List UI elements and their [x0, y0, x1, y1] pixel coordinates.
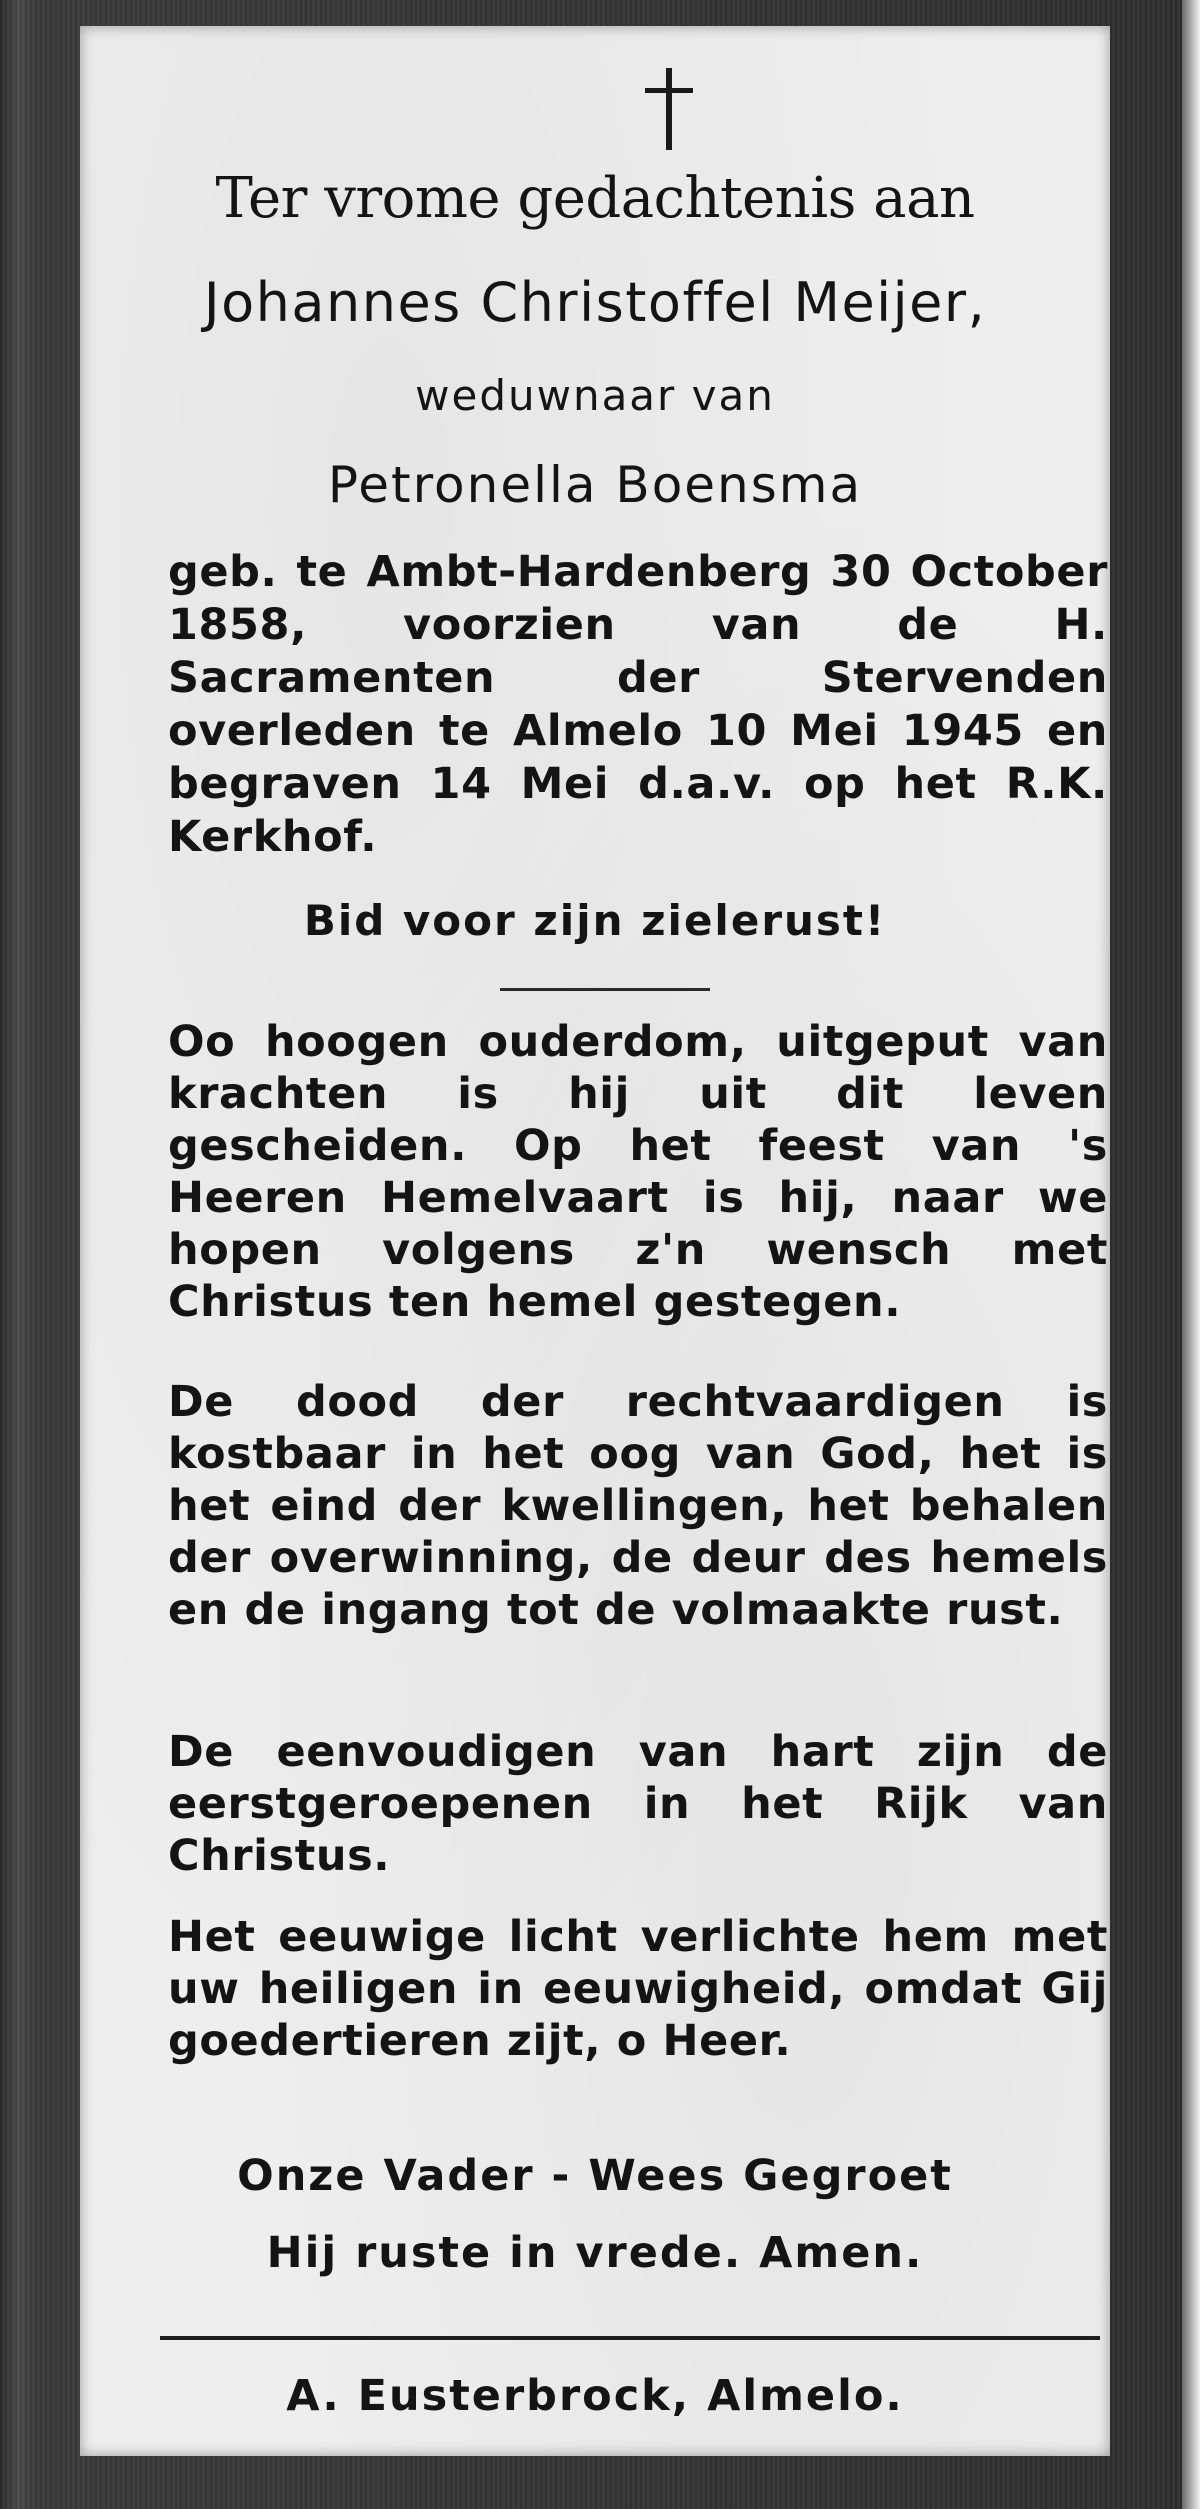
verse-paragraph: Het eeuwige licht verlichte hem met uw heiligen in eeuwigheid, omdat Gij goedertieren zijt, o Heer. — [168, 1912, 1108, 2066]
printer-credit: A. Eusterbrock, Almelo. — [286, 2371, 904, 2421]
deceased-name: Johannes Christoffel Meijer, — [203, 271, 987, 334]
verse-paragraph: De dood der rechtvaardigen is kostbaar in het oog van God, het is het eind der kwellingen, het behalen der overwinning, de deur des hemels en de ingang tot de volmaakte rust. — [168, 1377, 1108, 1635]
verse-paragraph: Oo hoogen ouderdom, uitgeput van krachten is hij uit dit leven gescheiden. Op het feest van 's Heeren Hemelvaart is hij, naar we hopen volgens z'n wensch met Christus ten hemel gestegen. — [168, 1017, 1108, 1327]
spouse-name: Petronella Boensma — [327, 456, 863, 514]
closing-line: Hij ruste in vrede. Amen. — [266, 2228, 924, 2278]
cross-horizontal-bar — [645, 88, 693, 93]
biography-text: geb. te Ambt-Hardenberg 30 October 1858, voorzien van de H. Sacramenten der Stervenden overleden te Almelo 10 Mei 1945 en begraven 14 Mei d.a.v. op het R.K. Kerkhof. — [168, 547, 1108, 862]
cross-vertical-bar — [666, 68, 672, 150]
closing-prayers: Onze Vader - Wees Gegroet — [237, 2151, 953, 2201]
relation-text: weduwnaar van — [415, 371, 775, 420]
section-divider — [500, 988, 710, 991]
footer-divider — [160, 2336, 1100, 2340]
verse-paragraph: De eenvoudigen van hart zijn de eerstgeroepenen in het Rijk van Christus. — [168, 1727, 1108, 1881]
prayer-request: Bid voor zijn zielerust! — [303, 896, 887, 945]
cross-icon — [645, 68, 693, 150]
card-panel — [80, 26, 1110, 2456]
card-heading: Ter vrome gedachtenis aan — [215, 166, 975, 231]
scan-edge — [1182, 0, 1200, 2509]
